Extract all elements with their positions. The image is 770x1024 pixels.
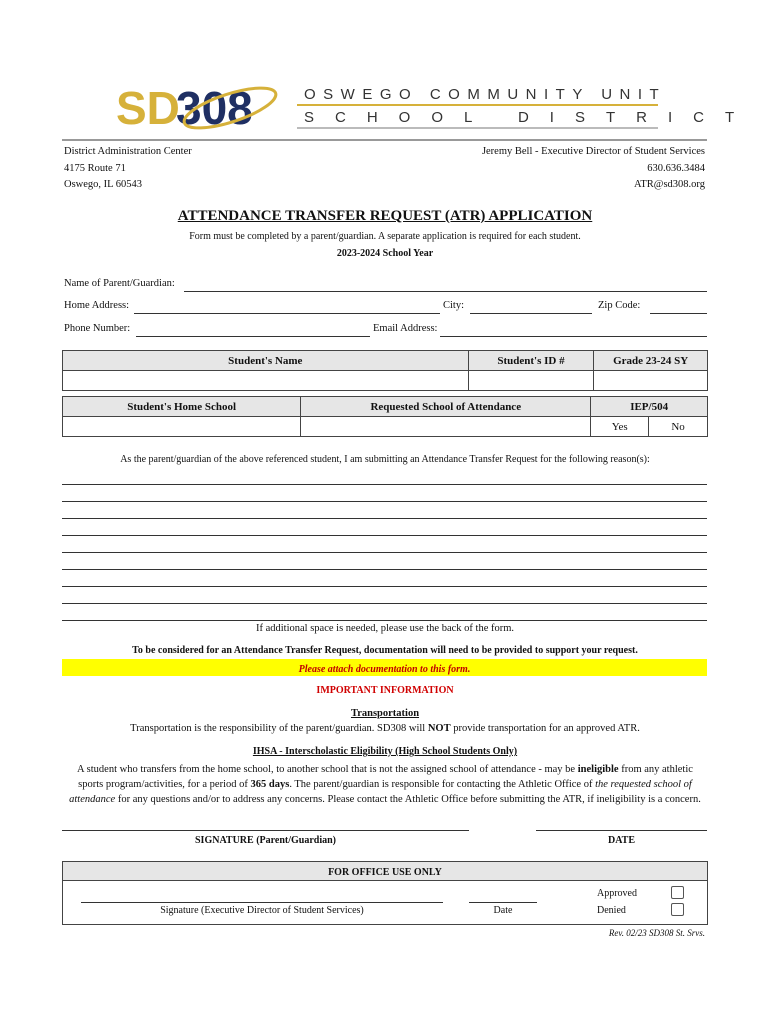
reason-line[interactable] bbox=[62, 535, 707, 536]
approved-checkbox[interactable] bbox=[671, 886, 684, 899]
contact-email[interactable]: ATR@sd308.org bbox=[633, 179, 705, 190]
ihsa-bold: ineligible bbox=[577, 764, 619, 775]
ihsa-bold: 365 days bbox=[250, 779, 290, 790]
reason-line[interactable] bbox=[62, 569, 707, 570]
iep-no-option[interactable]: No bbox=[649, 417, 708, 437]
email-field[interactable] bbox=[440, 336, 707, 337]
student-name-header: Student's Name bbox=[63, 351, 469, 371]
form-subtitle: Form must be completed by a parent/guardian. A separate application is required for each student. bbox=[189, 231, 581, 242]
district-logo bbox=[112, 80, 756, 132]
reason-line[interactable] bbox=[62, 586, 707, 587]
attach-documentation-text: Please attach documentation to this form. bbox=[298, 664, 471, 675]
director-signature-field[interactable] bbox=[81, 902, 443, 903]
transportation-text bbox=[0, 723, 770, 734]
student-id-cell[interactable] bbox=[468, 371, 594, 391]
header-divider bbox=[62, 139, 707, 141]
logo-line1: OSWEGO COMMUNITY UNIT bbox=[304, 86, 667, 103]
student-id-header: Student's ID # bbox=[468, 351, 594, 371]
requested-school-cell[interactable] bbox=[301, 417, 591, 437]
important-heading: IMPORTANT INFORMATION bbox=[316, 685, 454, 696]
parent-name-label: Name of Parent/Guardian: bbox=[64, 278, 175, 289]
ihsa-text: for any questions and/or to address any concerns. Please contact the Athletic Office before submitting the ATR, if ineligibility is a concern. bbox=[115, 794, 701, 805]
zip-label: Zip Code: bbox=[598, 300, 641, 311]
denied-checkbox[interactable] bbox=[671, 903, 684, 916]
parent-name-field[interactable] bbox=[184, 291, 707, 292]
student-info-table bbox=[62, 350, 708, 391]
office-use-header bbox=[63, 862, 707, 881]
transportation-text-not: NOT bbox=[427, 723, 451, 734]
iep-header: IEP/504 bbox=[591, 397, 708, 417]
transportation-heading: Transportation bbox=[350, 708, 420, 719]
phone-label: Phone Number: bbox=[64, 323, 131, 334]
director-name: Jeremy Bell - Executive Director of Student Services bbox=[481, 146, 705, 157]
home-school-cell[interactable] bbox=[63, 417, 301, 437]
home-address-field[interactable] bbox=[134, 313, 440, 314]
form-title: ATTENDANCE TRANSFER REQUEST (ATR) APPLICATION bbox=[177, 208, 593, 224]
documentation-note: To be considered for an Attendance Transfer Request, documentation will need to be provided to support your request. bbox=[132, 645, 638, 656]
office-use-box bbox=[62, 861, 708, 925]
ihsa-heading: IHSA - Interscholastic Eligibility (High School Students Only) bbox=[252, 746, 518, 757]
date-field[interactable] bbox=[536, 830, 707, 831]
logo-line2: SCHOOL DISTRICT bbox=[304, 109, 756, 126]
address-line2: 4175 Route 71 bbox=[64, 162, 126, 174]
grade-cell[interactable] bbox=[594, 371, 708, 391]
requested-school-header: Requested School of Attendance bbox=[301, 397, 591, 417]
home-school-header: Student's Home School bbox=[63, 397, 301, 417]
contact-phone: 630.636.3484 bbox=[647, 162, 705, 174]
ihsa-italic: the requested school of bbox=[595, 779, 692, 790]
transportation-text-part: provide transportation for an approved ATR. bbox=[450, 723, 640, 734]
ihsa-text: A student who transfers from the home school, to another school that is not the assigned school of attendance - may be bbox=[77, 764, 578, 775]
city-label: City: bbox=[443, 300, 465, 311]
school-info-table bbox=[62, 396, 708, 437]
ihsa-paragraph bbox=[50, 762, 720, 807]
office-date-label: Date bbox=[493, 905, 513, 916]
reason-line[interactable] bbox=[62, 518, 707, 519]
ihsa-italic: attendance bbox=[69, 794, 116, 805]
reason-line[interactable] bbox=[62, 484, 707, 485]
ihsa-text: . The parent/guardian is responsible for contacting the Athletic Office of bbox=[289, 779, 596, 790]
email-label: Email Address: bbox=[373, 323, 438, 334]
transportation-text-part: Transportation is the responsibility of the parent/guardian. SD308 will bbox=[130, 723, 428, 734]
additional-space-note: If additional space is needed, please use the back of the form. bbox=[255, 623, 515, 634]
attach-documentation-banner bbox=[62, 659, 707, 676]
reason-intro: As the parent/guardian of the above referenced student, I am submitting an Attendance Transfer Request for the following reason(s): bbox=[120, 454, 650, 465]
denied-label: Denied bbox=[597, 905, 626, 916]
revision-note: Rev. 02/23 SD308 St. Srvs. bbox=[608, 928, 705, 938]
reason-line[interactable] bbox=[62, 552, 707, 553]
reason-line[interactable] bbox=[62, 620, 707, 621]
address-line3: Oswego, IL 60543 bbox=[64, 179, 143, 190]
grade-header: Grade 23-24 SY bbox=[594, 351, 708, 371]
student-name-cell[interactable] bbox=[63, 371, 469, 391]
district-address bbox=[64, 144, 192, 194]
reason-line[interactable] bbox=[62, 501, 707, 502]
signature-field[interactable] bbox=[62, 830, 469, 831]
svg-text:SD: SD bbox=[116, 82, 180, 132]
office-use-heading: FOR OFFICE USE ONLY bbox=[328, 867, 442, 878]
signature-label: SIGNATURE (Parent/Guardian) bbox=[194, 835, 337, 846]
director-signature-label: Signature (Executive Director of Student Services) bbox=[160, 905, 364, 916]
reason-line[interactable] bbox=[62, 603, 707, 604]
city-field[interactable] bbox=[470, 313, 592, 314]
address-line1: District Administration Center bbox=[64, 146, 192, 157]
home-address-label: Home Address: bbox=[64, 300, 130, 311]
date-label: DATE bbox=[607, 835, 636, 846]
phone-field[interactable] bbox=[136, 336, 370, 337]
svg-text:308: 308 bbox=[176, 82, 253, 132]
zip-field[interactable] bbox=[650, 313, 707, 314]
ihsa-text: from any athletic bbox=[618, 764, 693, 775]
iep-yes-option[interactable]: Yes bbox=[591, 417, 649, 437]
approved-label: Approved bbox=[597, 888, 637, 899]
office-date-field[interactable] bbox=[469, 902, 537, 903]
contact-info bbox=[482, 144, 705, 194]
ihsa-text: sports program/activities, for a period of bbox=[78, 779, 251, 790]
school-year: 2023-2024 School Year bbox=[336, 248, 434, 259]
